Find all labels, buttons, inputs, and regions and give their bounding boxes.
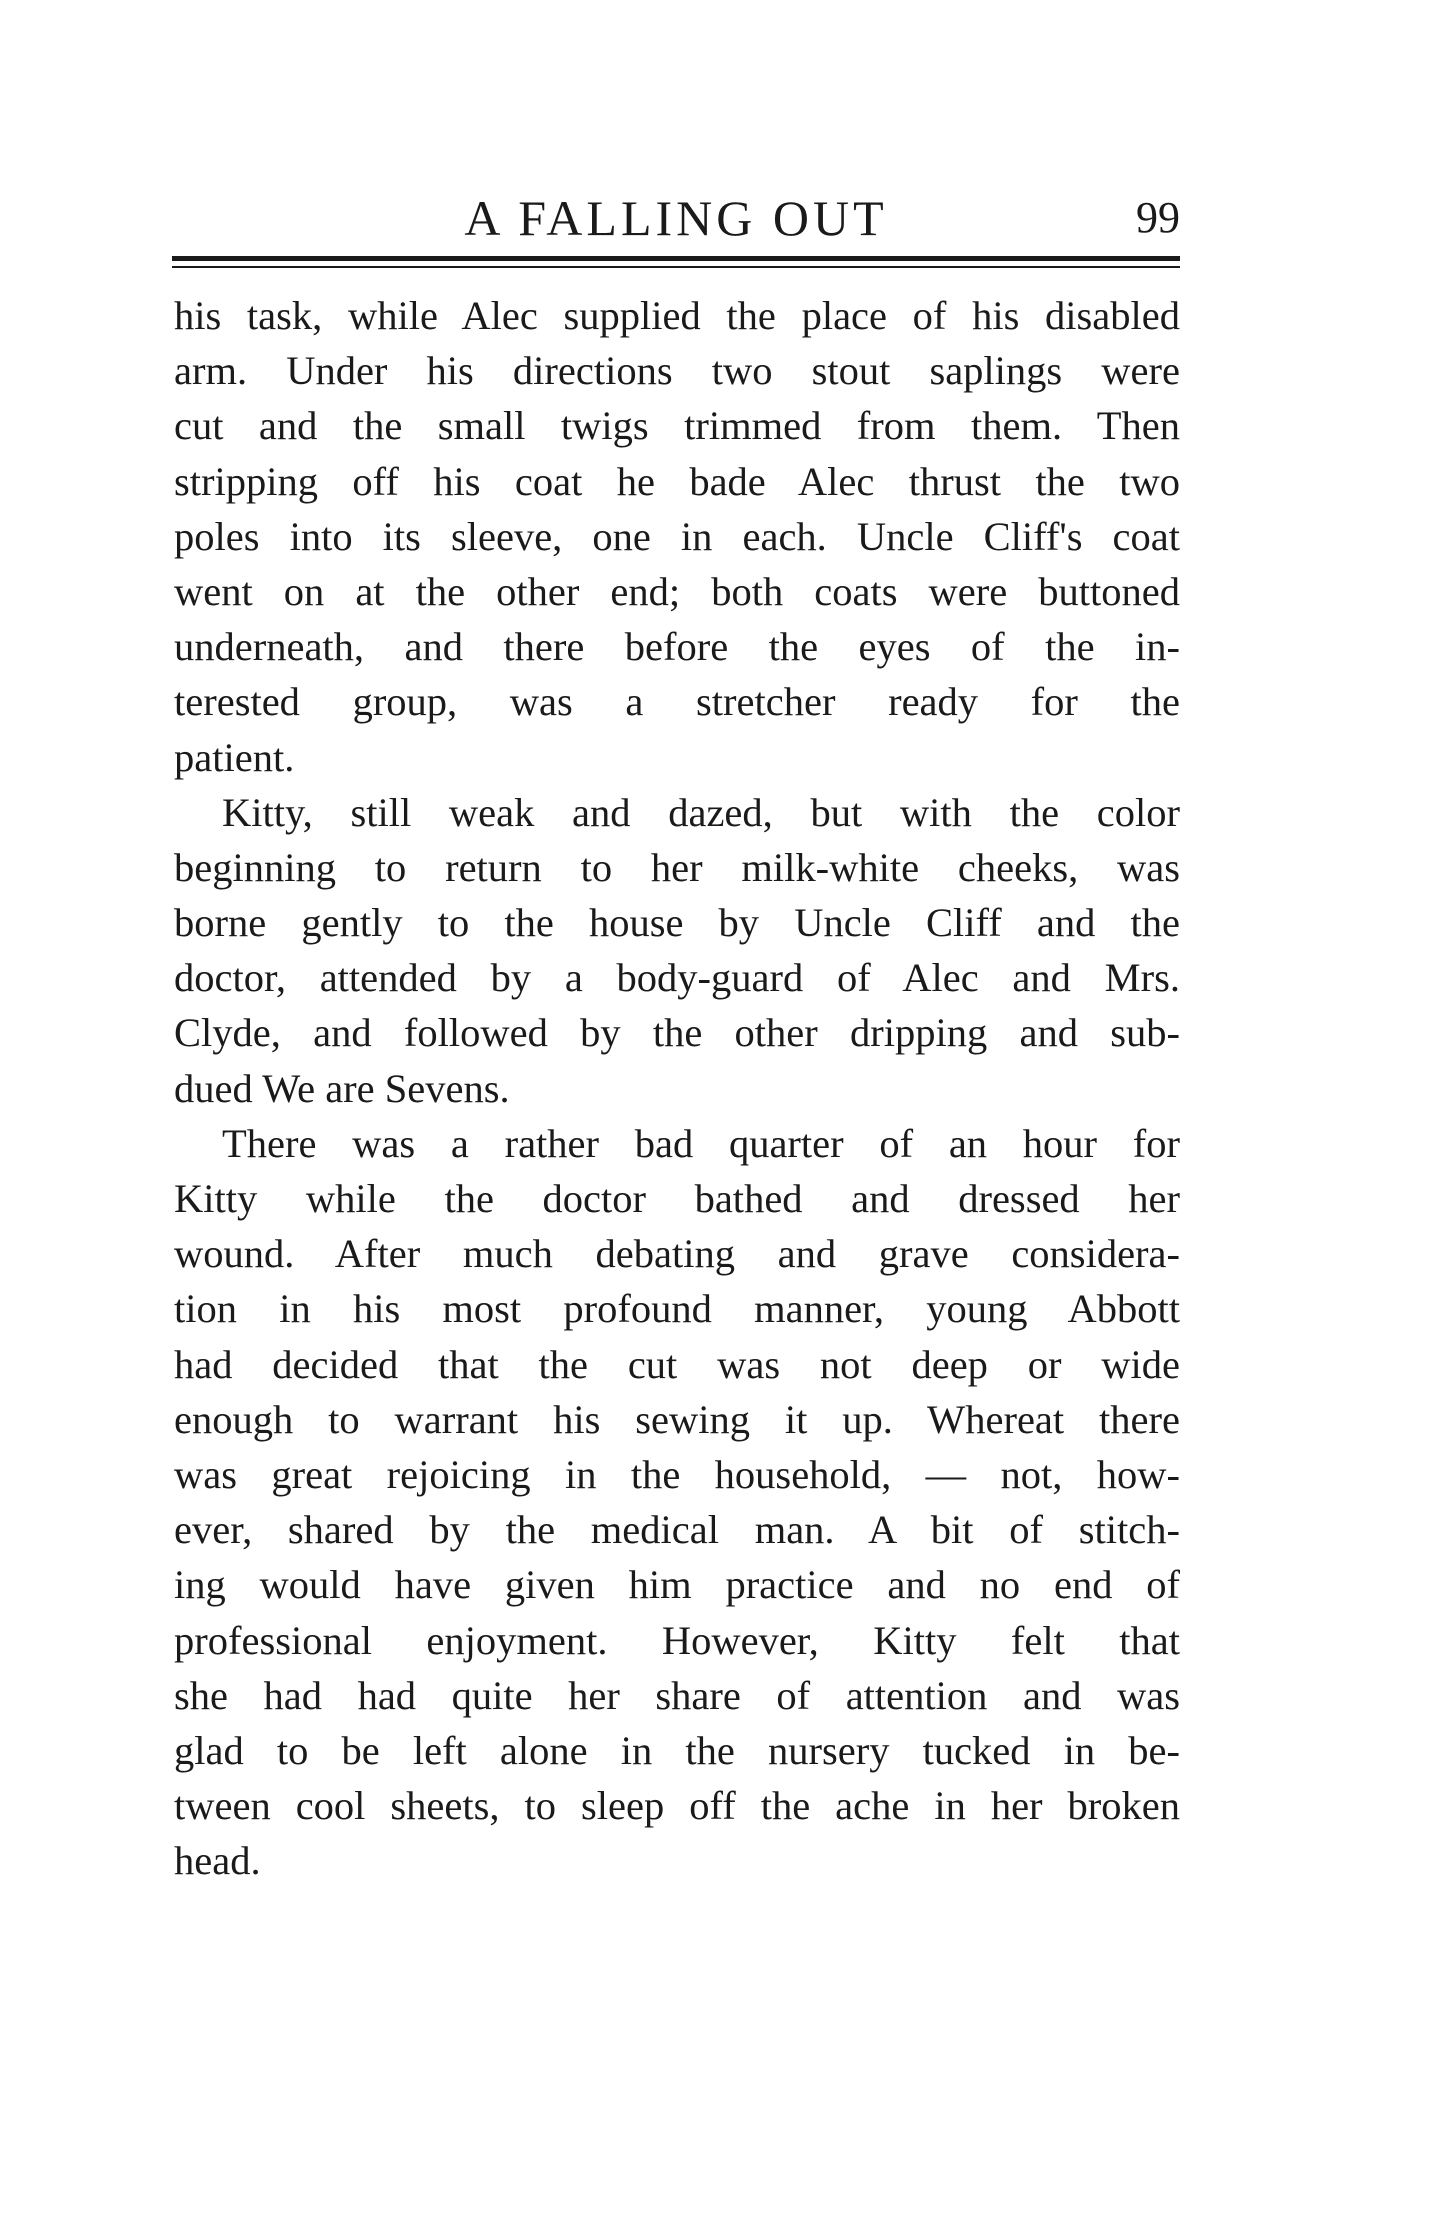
text-line: Kitty, still weak and dazed, but with the color [222,789,1180,835]
page-number: 99 [1136,193,1180,242]
text-line: underneath, and there before the eyes of the in- [174,624,1180,670]
text-line: cut and the small twigs trimmed from them. Then [174,403,1180,449]
text-line: head. [174,1838,261,1884]
text-line: was great rejoicing in the household, — not, how- [174,1451,1180,1497]
text-line: went on at the other end; both coats were buttoned [174,568,1180,614]
text-line: ever, shared by the medical man. A bit of stitch- [174,1507,1180,1553]
text-line: tion in his most profound manner, young Abbott [174,1286,1180,1332]
text-line: his task, while Alec supplied the place of his disabled [174,293,1180,338]
text-line: There was a rather bad quarter of an hour for [222,1120,1180,1166]
text-line: wound. After much debating and grave considera- [174,1231,1180,1277]
text-line: beginning to return to her milk-white cheeks, was [174,844,1180,890]
text-line: ing would have given him practice and no end of [174,1562,1180,1608]
chapter-title: A FALLING OUT [464,190,888,246]
paragraph-1 [174,288,1180,785]
paragraph-2 [174,785,1180,1116]
text-line: glad to be left alone in the nursery tucked in be- [174,1727,1180,1773]
text-line: she had had quite her share of attention and was [174,1672,1180,1718]
text-line: poles into its sleeve, one in each. Uncle Cliff's coat [174,513,1180,559]
text-line: tween cool sheets, to sleep off the ache in her broken [174,1783,1180,1829]
text-line: borne gently to the house by Uncle Cliff and the [174,900,1180,946]
text-line: enough to warrant his sewing it up. Whereat there [174,1396,1180,1442]
text-line: professional enjoyment. However, Kitty felt that [174,1617,1180,1663]
text-line: Clyde, and followed by the other dripping and sub- [174,1010,1180,1056]
text-line: arm. Under his directions two stout saplings were [174,348,1180,394]
text-line: Kitty while the doctor bathed and dressed her [174,1176,1180,1221]
text-line: had decided that the cut was not deep or wide [174,1341,1180,1387]
text-line: doctor, attended by a body-guard of Alec and Mrs. [174,955,1180,1001]
header-rule-thin [172,266,1180,268]
text-line: terested group, was a stretcher ready for the [174,679,1180,725]
body-text [174,288,1180,1888]
paragraph-3 [174,1116,1180,1889]
text-line: patient. [174,734,295,780]
header-rule-thick [172,256,1180,261]
running-head [172,180,1180,250]
text-line: stripping off his coat he bade Alec thrust the two [174,458,1180,504]
text-line: dued We are Sevens. [174,1065,510,1111]
